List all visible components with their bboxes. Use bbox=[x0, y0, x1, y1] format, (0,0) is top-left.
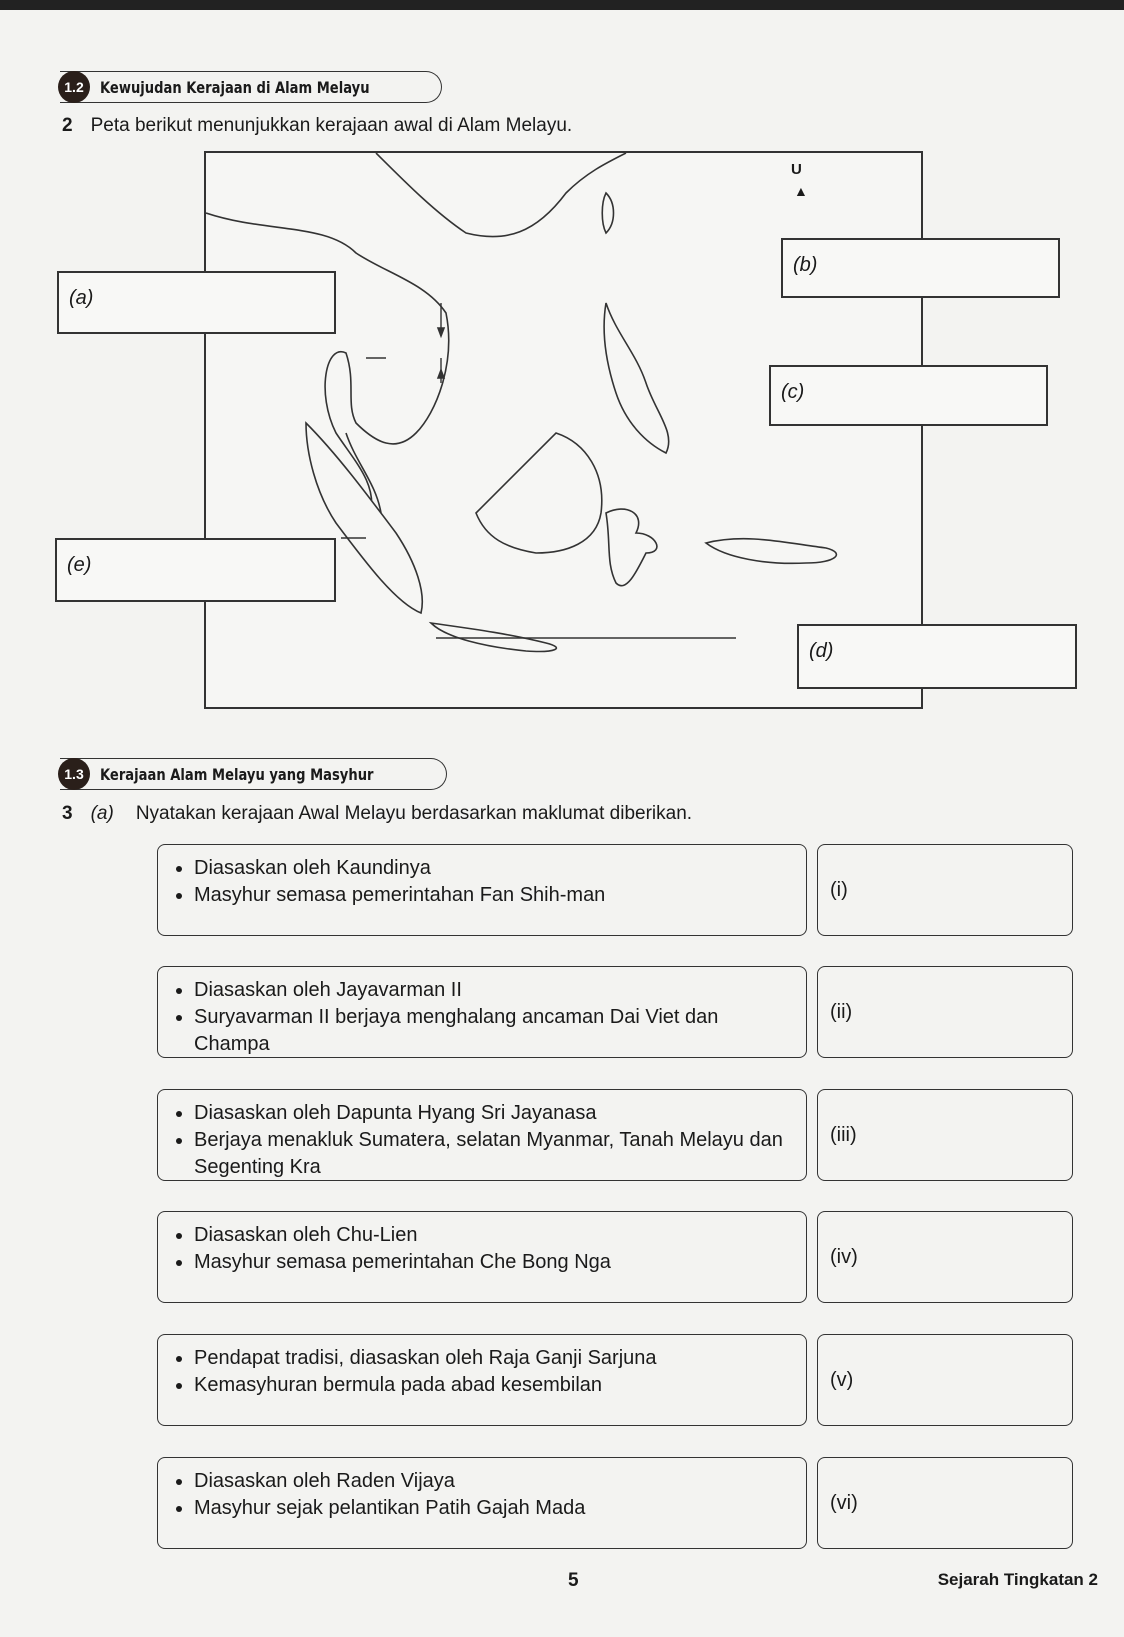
answer-label: (vi) bbox=[830, 1491, 858, 1514]
label-d: (d) bbox=[809, 640, 834, 662]
section-heading-1-3 bbox=[60, 758, 447, 790]
clue-bullet: • Pendapat tradisi, diasaskan oleh Raja Ganji Sarjuna bbox=[194, 1345, 794, 1372]
clue-bullet: • Berjaya menakluk Sumatera, selatan Myanmar, Tanah Melayu dan Segenting Kra bbox=[194, 1127, 794, 1181]
clue-box bbox=[157, 966, 807, 1058]
question-row bbox=[157, 844, 1079, 936]
section-heading-1-2 bbox=[60, 71, 442, 103]
clue-bullet: • Masyhur sejak pelantikan Patih Gajah Mada bbox=[194, 1495, 794, 1522]
clue-bullet: • Kemasyhuran bermula pada abad kesembilan bbox=[194, 1372, 794, 1399]
question-3a bbox=[62, 803, 692, 825]
clue-box bbox=[157, 844, 807, 936]
clue-bullet: • Diasaskan oleh Dapunta Hyang Sri Jayanasa bbox=[194, 1100, 794, 1127]
answer-label: (iv) bbox=[830, 1245, 858, 1268]
question-row bbox=[157, 1334, 1079, 1426]
map-answer-box-b[interactable] bbox=[781, 238, 1060, 298]
clue-bullet: • Diasaskan oleh Raden Vijaya bbox=[194, 1468, 794, 1495]
clue-box bbox=[157, 1334, 807, 1426]
clue-bullet: • Masyhur semasa pemerintahan Fan Shih-man bbox=[194, 882, 794, 909]
question-row bbox=[157, 966, 1079, 1058]
question-text: Peta berikut menunjukkan kerajaan awal di Alam Melayu. bbox=[90, 115, 573, 136]
question-row bbox=[157, 1089, 1079, 1181]
answer-box[interactable] bbox=[817, 1334, 1073, 1426]
clue-bullet: • Suryavarman II berjaya menghalang ancaman Dai Viet dan Champa bbox=[194, 1004, 794, 1058]
clue-bullet: • Diasaskan oleh Jayavarman II bbox=[194, 977, 794, 1004]
answer-label: (v) bbox=[830, 1368, 854, 1391]
philippines bbox=[604, 303, 669, 453]
section-number: 1.2 bbox=[58, 71, 90, 103]
label-b: (b) bbox=[793, 254, 818, 276]
answer-box[interactable] bbox=[817, 1457, 1073, 1549]
map-answer-box-a[interactable] bbox=[57, 271, 336, 334]
clue-bullet: • Diasaskan oleh Chu-Lien bbox=[194, 1222, 794, 1249]
answer-box[interactable] bbox=[817, 1089, 1073, 1181]
question-part: (a) bbox=[90, 803, 114, 824]
label-c: (c) bbox=[781, 381, 805, 403]
clue-box bbox=[157, 1211, 807, 1303]
answer-label: (iii) bbox=[830, 1123, 857, 1146]
map-answer-box-c[interactable] bbox=[769, 365, 1048, 426]
taiwan bbox=[602, 193, 613, 233]
map-answer-box-d[interactable] bbox=[797, 624, 1077, 689]
new-guinea-islands bbox=[706, 539, 836, 564]
map-answer-box-e[interactable] bbox=[55, 538, 336, 602]
answer-box[interactable] bbox=[817, 844, 1073, 936]
question-text: Nyatakan kerajaan Awal Melayu berdasarkan maklumat diberikan. bbox=[135, 803, 693, 824]
book-title: Sejarah Tingkatan 2 bbox=[937, 1570, 1098, 1589]
answer-box[interactable] bbox=[817, 1211, 1073, 1303]
top-edge bbox=[0, 0, 1124, 10]
question-row bbox=[157, 1457, 1079, 1549]
label-a: (a) bbox=[69, 287, 94, 309]
section-title: Kerajaan Alam Melayu yang Masyhur bbox=[100, 764, 374, 784]
clue-box bbox=[157, 1457, 807, 1549]
question-number: 3 bbox=[62, 803, 73, 824]
borneo bbox=[476, 433, 602, 553]
north-label: U bbox=[791, 161, 802, 178]
label-e: (e) bbox=[67, 554, 92, 576]
answer-label: (i) bbox=[830, 878, 848, 901]
question-row bbox=[157, 1211, 1079, 1303]
page-number: 5 bbox=[568, 1570, 579, 1591]
sulawesi bbox=[606, 509, 657, 586]
north-arrow-icon: ▲ bbox=[794, 183, 808, 199]
question-number: 2 bbox=[62, 115, 73, 136]
answer-box[interactable] bbox=[817, 966, 1073, 1058]
java bbox=[431, 623, 556, 651]
question-2 bbox=[62, 115, 572, 137]
clue-bullet: • Masyhur semasa pemerintahan Che Bong Nga bbox=[194, 1249, 794, 1276]
section-number: 1.3 bbox=[58, 758, 90, 790]
clue-bullet: • Diasaskan oleh Kaundinya bbox=[194, 855, 794, 882]
answer-label: (ii) bbox=[830, 1000, 853, 1023]
section-title: Kewujudan Kerajaan di Alam Melayu bbox=[100, 77, 370, 97]
clue-box bbox=[157, 1089, 807, 1181]
